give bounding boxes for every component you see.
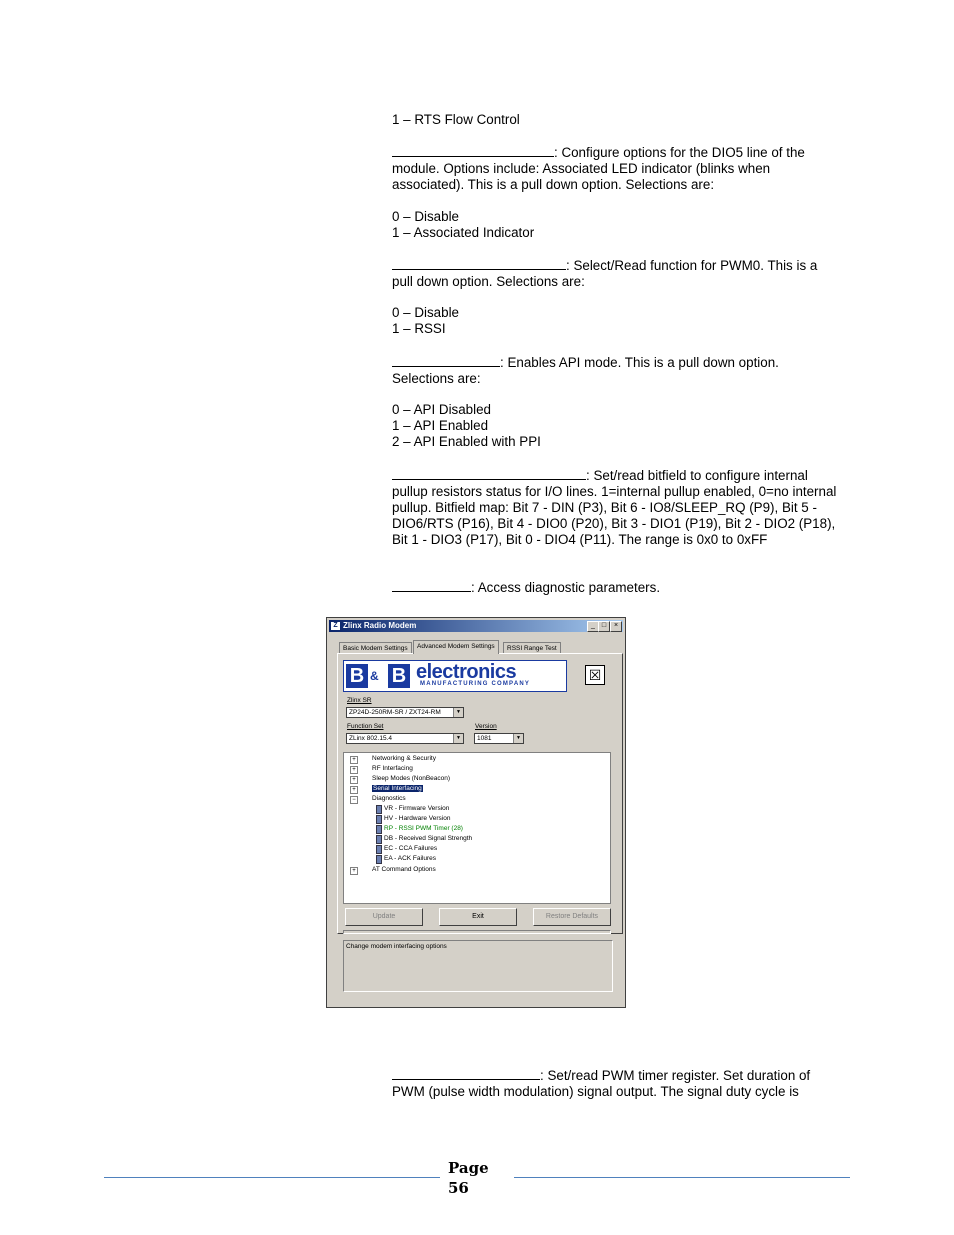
- chevron-down-icon: ▼: [513, 734, 523, 743]
- tree-node-vr[interactable]: VR - Firmware Version: [384, 805, 450, 812]
- footer-rule-right: [514, 1177, 850, 1178]
- command-blank: [392, 579, 471, 592]
- command-blank: [392, 467, 586, 480]
- tab-advanced-modem-settings[interactable]: Advanced Modem Settings: [413, 640, 499, 654]
- tree-node-serial[interactable]: Serial Interfacing: [373, 785, 422, 792]
- bb-electronics-logo: [343, 660, 567, 692]
- pwm0-paragraph: : Select/Read function for PWM0. This is a pull down option. Selections are:: [392, 258, 818, 289]
- chevron-down-icon: ▼: [453, 734, 463, 743]
- zlinx-window: [326, 617, 626, 1008]
- command-blank: [392, 144, 554, 157]
- dio5-paragraph: : Configure options for the DIO5 line of the module. Options include: Associated LED indicator (blinks when associated). This is a pull down option. Selections are:: [392, 145, 805, 192]
- tab-basic-modem-settings[interactable]: Basic Modem Settings: [339, 642, 412, 654]
- tree-node-sleep[interactable]: Sleep Modes (NonBeacon): [372, 775, 451, 782]
- tree-node-rf[interactable]: RF Interfacing: [372, 765, 413, 772]
- parameter-icon: [376, 805, 382, 814]
- function-set-select[interactable]: ZLinx 802.15.4 ▼: [346, 733, 464, 744]
- disconnect-icon[interactable]: ☒: [585, 665, 605, 685]
- api-option-2: 2 – API Enabled with PPI: [392, 434, 541, 449]
- expand-icon[interactable]: +: [350, 867, 358, 875]
- expand-icon[interactable]: +: [350, 756, 358, 764]
- dio5-option-1: 1 – Associated Indicator: [392, 225, 535, 240]
- pullup-paragraph: : Set/read bitfield to configure internal pullup resistors status for I/O lines. 1=internal pullup enabled, 0=no internal pullup. Bitfield map: Bit 7 - DIN (P3), Bit 6 - IO8/SLEEP_RQ (P9), Bit 5 - DIO6/RTS (P16), Bit 4 - DIO0 (P20), Bit 3 - DIO1 (P19), Bit 2 - DIO2 (P18), Bit 1 - DIO3 (P17), Bit 0 - DIO4 (P11). The range is 0x0 to 0xFF: [392, 468, 837, 547]
- maximize-button[interactable]: □: [598, 621, 610, 632]
- version-select[interactable]: 1081 ▼: [474, 733, 524, 744]
- api-option-0: 0 – API Disabled: [392, 402, 492, 417]
- minimize-button[interactable]: _: [587, 621, 599, 632]
- window-titlebar: [329, 620, 623, 632]
- parameter-icon: [376, 815, 382, 824]
- logo-ampersand: &: [370, 669, 379, 683]
- parameter-icon: [376, 825, 382, 834]
- parameter-icon: [376, 855, 382, 864]
- tab-rssi-range-test[interactable]: RSSI Range Test: [503, 642, 561, 654]
- logo-wordmark: electronics: [416, 661, 517, 683]
- api-option-1: 1 – API Enabled: [392, 418, 489, 433]
- command-blank: [392, 1067, 540, 1080]
- tree-node-diagnostics[interactable]: Diagnostics: [372, 795, 406, 802]
- parameter-icon: [376, 835, 382, 844]
- pwm-timer-paragraph: : Set/read PWM timer register. Set duration of PWM (pulse width modulation) signal output. The signal duty cycle is: [392, 1068, 811, 1099]
- page-number: 56: [448, 1179, 469, 1197]
- command-blank: [392, 257, 566, 270]
- footer-rule-left: [104, 1177, 440, 1178]
- api-paragraph: : Enables API mode. This is a pull down option. Selections are:: [392, 355, 779, 386]
- logo-letter-b2: B: [388, 664, 410, 688]
- collapse-icon[interactable]: −: [350, 796, 358, 804]
- tree-node-ec[interactable]: EC - CCA Failures: [384, 845, 438, 852]
- tree-node-rp[interactable]: RP - RSSI PWM Timer (28): [384, 825, 463, 832]
- expand-icon[interactable]: +: [350, 776, 358, 784]
- update-button[interactable]: Update: [345, 908, 423, 926]
- diagnostics-paragraph: : Access diagnostic parameters.: [392, 579, 840, 596]
- tree-node-hv[interactable]: HV - Hardware Version: [384, 815, 451, 822]
- settings-tree[interactable]: [343, 752, 611, 904]
- zlinx-sr-select[interactable]: ZP24D-250RM-SR / ZXT24-RM ▼: [346, 707, 464, 718]
- zlinx-sr-label: Zlinx SR: [347, 697, 372, 704]
- window-title: Zlinx Radio Modem: [343, 621, 417, 630]
- tree-node-at-commands[interactable]: AT Command Options: [372, 866, 436, 873]
- parameter-icon: [376, 845, 382, 854]
- exit-button[interactable]: Exit: [439, 908, 517, 926]
- expand-icon[interactable]: +: [350, 786, 358, 794]
- tree-node-db[interactable]: DB - Received Signal Strength: [384, 835, 473, 842]
- function-set-label: Function Set: [347, 723, 384, 730]
- logo-subtitle: MANUFACTURING COMPANY: [420, 681, 531, 687]
- dio5-option-0: 0 – Disable: [392, 209, 459, 224]
- chevron-down-icon: ▼: [453, 708, 463, 717]
- pwm0-option-1: 1 – RSSI: [392, 321, 446, 336]
- command-blank: [392, 354, 500, 367]
- tree-node-networking[interactable]: Networking & Security: [372, 755, 436, 762]
- version-label: Version: [475, 723, 497, 730]
- restore-defaults-button[interactable]: Restore Defaults: [533, 908, 611, 926]
- app-icon: Z: [331, 622, 340, 630]
- rts-option-line: 1 – RTS Flow Control: [392, 112, 520, 127]
- progress-bar: [343, 930, 611, 934]
- expand-icon[interactable]: +: [350, 766, 358, 774]
- logo-letter-b1: B: [346, 664, 368, 688]
- pwm0-option-0: 0 – Disable: [392, 305, 459, 320]
- close-button[interactable]: ×: [610, 621, 622, 632]
- tree-node-ea[interactable]: EA - ACK Failures: [384, 855, 437, 862]
- status-description: Change modem interfacing options: [343, 940, 613, 992]
- page-label: Page: [448, 1159, 489, 1177]
